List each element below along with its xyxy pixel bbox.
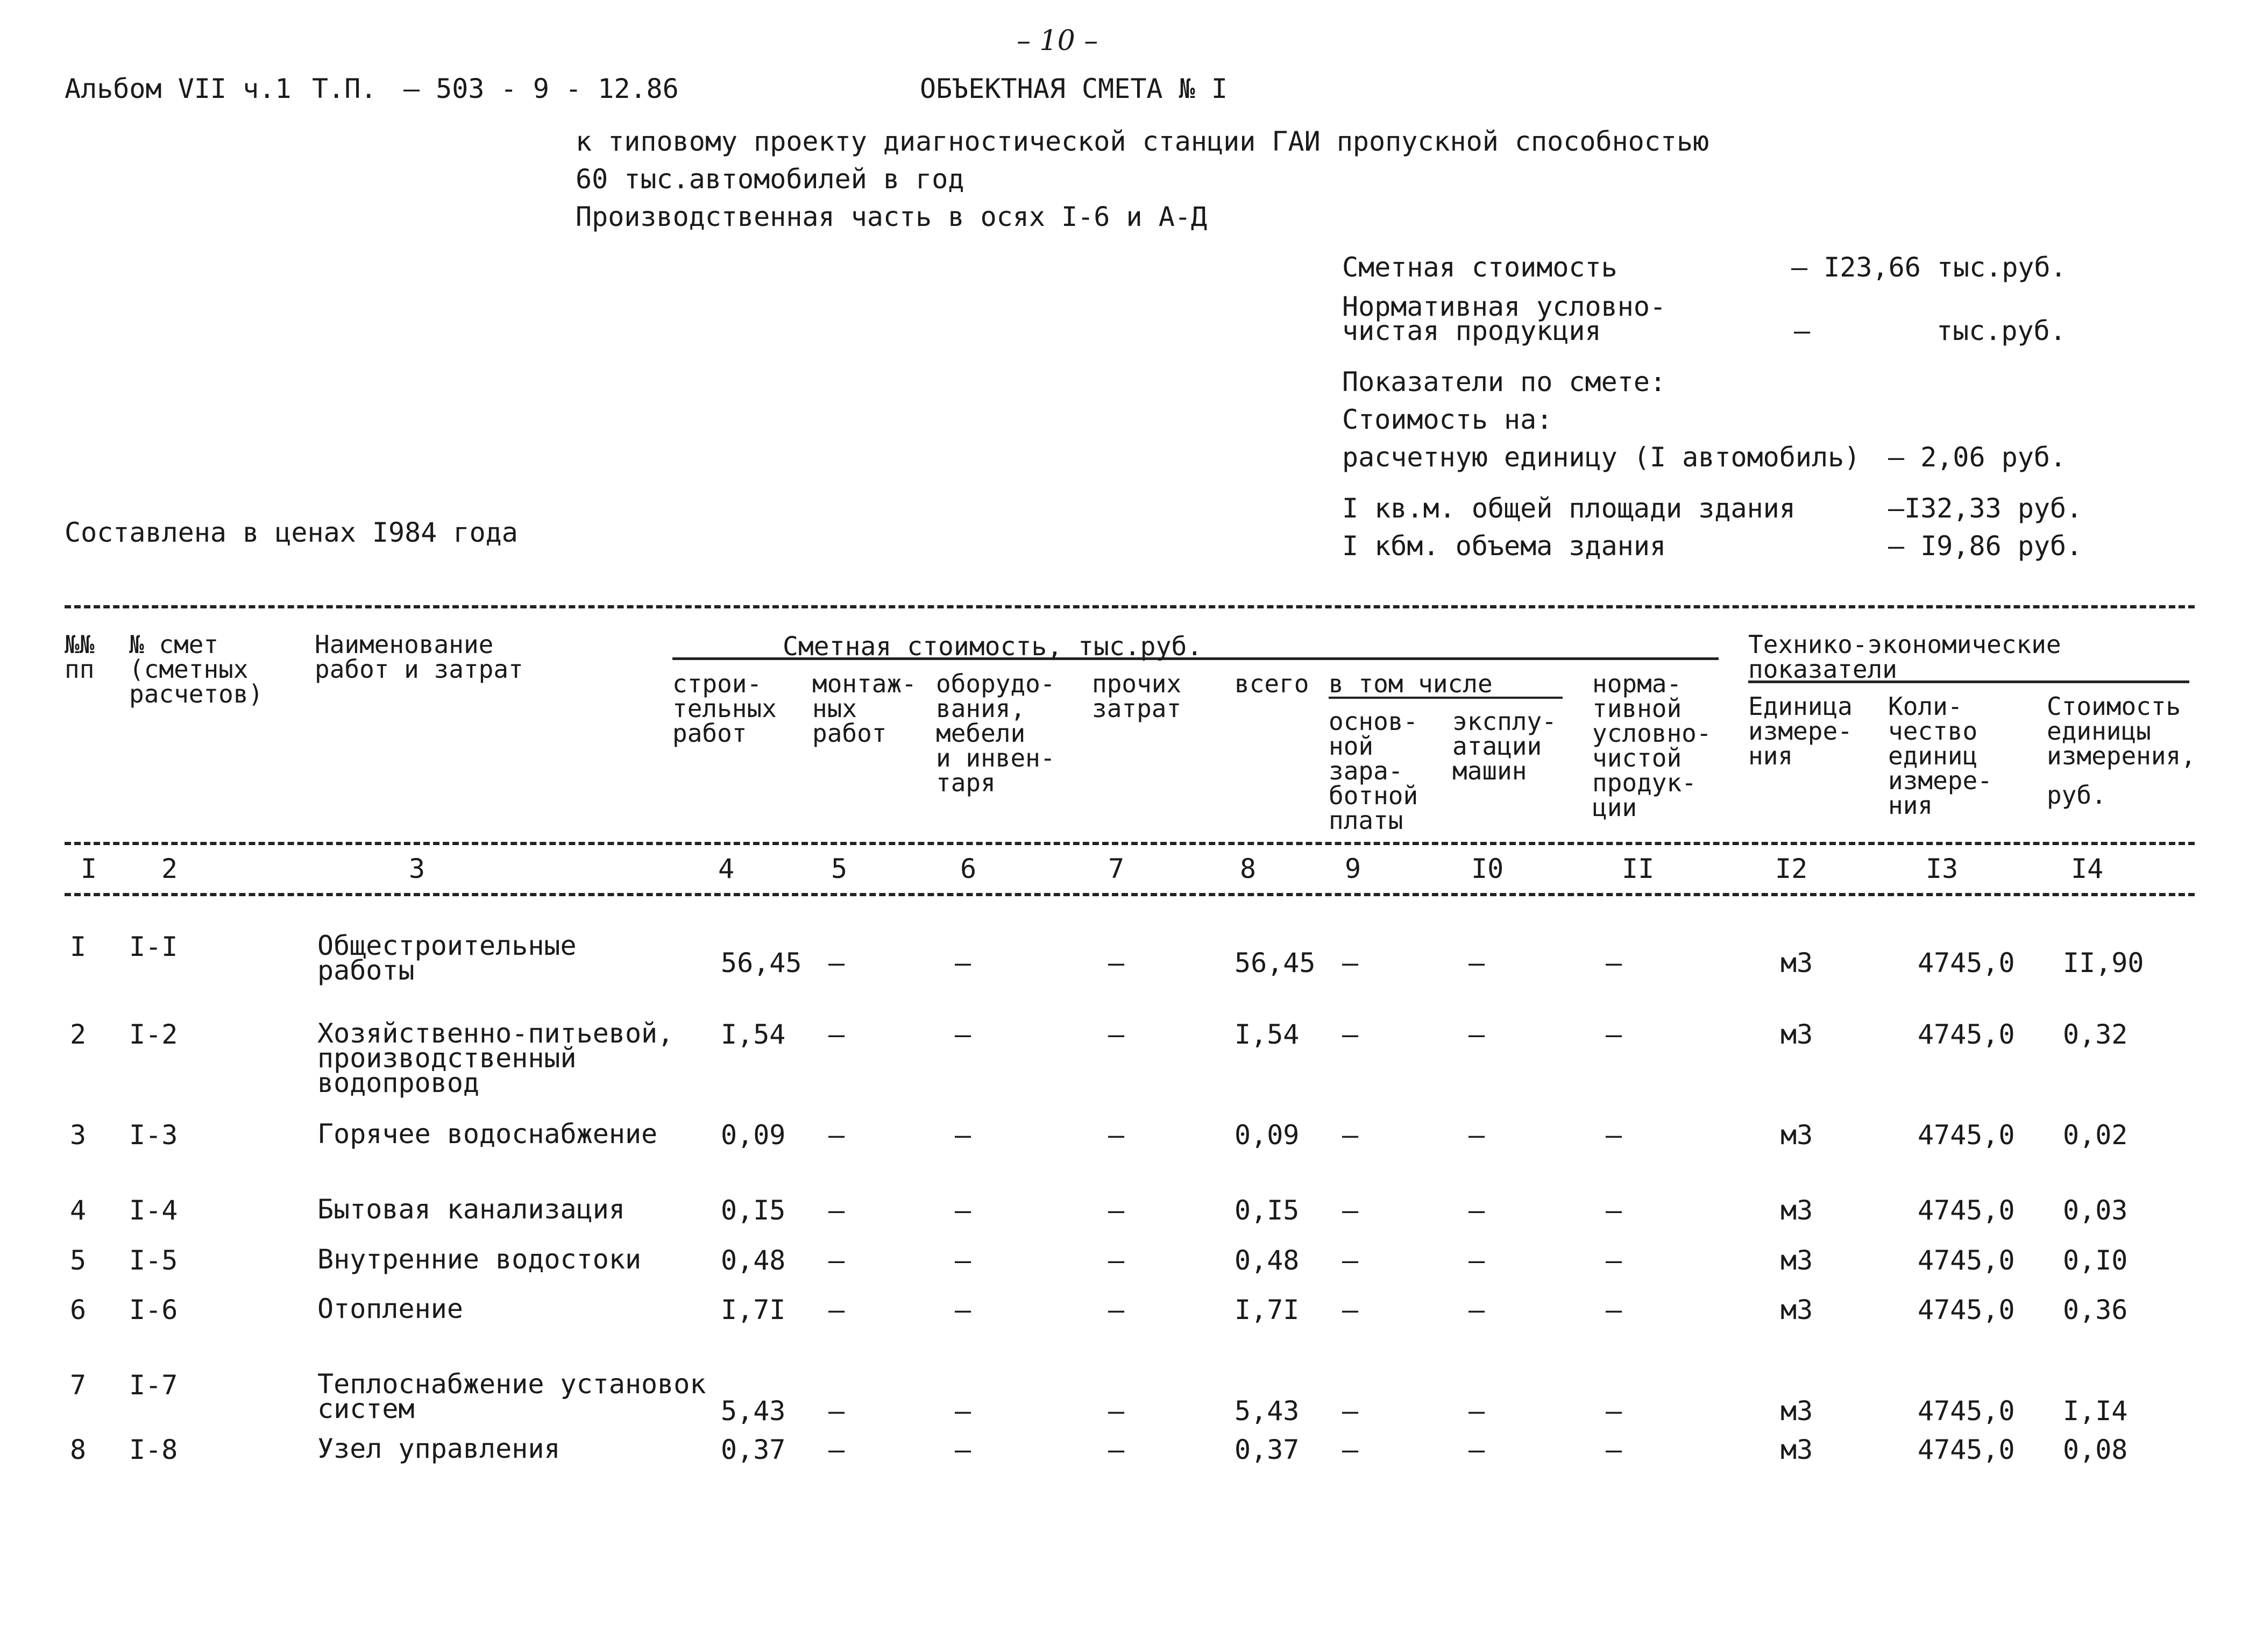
table-cell-name: Теплоснабжение установок систем — [317, 1369, 706, 1424]
table-cell-c13: 4745,0 — [1918, 1434, 2015, 1465]
table-cell-c6: – — [955, 1019, 971, 1050]
table-cell-c12: м3 — [1780, 1119, 1813, 1151]
table-cell-n: 6 — [70, 1294, 87, 1325]
header-col1: №№ пп — [65, 630, 95, 684]
table-cell-c9: – — [1342, 1395, 1359, 1427]
table-cell-c11: – — [1606, 1434, 1622, 1465]
table-cell-c14: 0,36 — [2063, 1294, 2128, 1325]
header-col4: строи- тельных работ — [672, 669, 777, 748]
column-number: I — [81, 853, 97, 884]
table-cell-c12: м3 — [1780, 1294, 1813, 1325]
table-cell-c5: – — [828, 1019, 845, 1050]
table-cell-c4: 0,37 — [721, 1434, 786, 1465]
table-cell-c6: – — [955, 1245, 971, 1276]
table-cell-c10: – — [1468, 1245, 1485, 1276]
table-cell-n: 4 — [70, 1195, 87, 1226]
cost-label: Сметная стоимость — [1342, 252, 1617, 283]
unit-value: – 2,06 руб. — [1888, 442, 2067, 473]
table-cell-c9: – — [1342, 1019, 1359, 1050]
table-top-rule — [65, 605, 2195, 608]
cbm-label: I кбм. объема здания — [1342, 530, 1666, 562]
table-cell-c4: 5,43 — [721, 1395, 786, 1427]
header-col6: оборудо- вания, мебели и инвен- таря — [936, 669, 1055, 797]
cbm-value: – I9,86 руб. — [1888, 530, 2083, 562]
table-cell-c8: I,7I — [1235, 1294, 1300, 1325]
table-cell-c13: 4745,0 — [1918, 1195, 2015, 1226]
table-cell-c11: – — [1606, 1119, 1622, 1151]
table-cell-code: I-2 — [129, 1019, 178, 1050]
table-cell-c10: – — [1468, 1019, 1485, 1050]
column-number: I4 — [2071, 853, 2104, 884]
header-col3: Наименование работ и затрат — [315, 630, 523, 684]
table-cell-c8: 0,48 — [1235, 1245, 1300, 1276]
table-cell-c11: – — [1606, 1245, 1622, 1276]
sqm-label: I кв.м. общей площади здания — [1342, 493, 1796, 524]
tp-label: Т.П. — [312, 73, 377, 104]
table-cell-c6: – — [955, 1294, 971, 1325]
table-cell-name: Бытовая канализация — [317, 1194, 625, 1225]
header-col12: Единица измере- ния — [1748, 692, 1853, 770]
table-cell-c5: – — [828, 1294, 845, 1325]
column-number: 4 — [718, 853, 735, 884]
table-cell-c14: 0,02 — [2063, 1119, 2128, 1151]
column-number: 8 — [1240, 853, 1257, 884]
table-cell-c12: м3 — [1780, 1245, 1813, 1276]
normative-label-1: Нормативная условно- — [1342, 291, 1666, 322]
table-cell-c8: 0,37 — [1235, 1434, 1300, 1465]
page-number: – 10 – — [1017, 25, 1098, 57]
table-cell-c9: – — [1342, 1294, 1359, 1325]
table-cell-c12: м3 — [1780, 1434, 1813, 1465]
table-cell-c9: – — [1342, 947, 1359, 979]
table-cell-c4: 56,45 — [721, 947, 802, 979]
table-cell-c13: 4745,0 — [1918, 1119, 2015, 1151]
column-number: 5 — [831, 853, 848, 884]
table-cell-c5: – — [828, 1245, 845, 1276]
table-cell-c12: м3 — [1780, 1019, 1813, 1050]
table-cell-c8: 0,I5 — [1235, 1195, 1300, 1226]
table-cell-c9: – — [1342, 1195, 1359, 1226]
colnum-bottom-rule — [65, 893, 2195, 896]
column-number: 7 — [1108, 853, 1125, 884]
column-number: I2 — [1775, 853, 1808, 884]
table-cell-c7: – — [1108, 947, 1125, 979]
unit-label: расчетную единицу (I автомобиль) — [1342, 442, 1861, 473]
header-col2: № смет (сметных расчетов) — [129, 630, 264, 708]
table-cell-c7: – — [1108, 1434, 1125, 1465]
table-cell-c11: – — [1606, 1019, 1622, 1050]
header-col14-unit: руб. — [2047, 781, 2106, 810]
table-cell-c4: 0,09 — [721, 1119, 786, 1151]
table-cell-c9: – — [1342, 1245, 1359, 1276]
table-cell-c7: – — [1108, 1294, 1125, 1325]
table-cell-c14: 0,I0 — [2063, 1245, 2128, 1276]
column-number: I0 — [1471, 853, 1504, 884]
table-cell-n: 8 — [70, 1434, 87, 1465]
subtitle-line-1: к типовому проекту диагностической станции ГАИ пропускной способностью — [576, 126, 1709, 157]
header-cost-group: Сметная стоимость, тыс.руб. — [783, 632, 1203, 662]
table-cell-c13: 4745,0 — [1918, 947, 2015, 979]
table-cell-c11: – — [1606, 1395, 1622, 1427]
table-cell-name: Горячее водоснабжение — [317, 1118, 658, 1150]
table-cell-name: Общестроительные работы — [317, 930, 577, 986]
normative-label-2: чистая продукция — [1342, 315, 1601, 346]
table-cell-c6: – — [955, 1195, 971, 1226]
table-cell-c5: – — [828, 1395, 845, 1427]
table-cell-c9: – — [1342, 1434, 1359, 1465]
column-number: II — [1622, 853, 1655, 884]
subtitle-line-3: Производственная часть в осях I-6 и А-Д — [576, 201, 1207, 232]
normative-dash: – — [1794, 315, 1811, 346]
table-cell-c9: – — [1342, 1119, 1359, 1151]
table-cell-name: Внутренние водостоки — [317, 1244, 642, 1275]
table-cell-c11: – — [1606, 1195, 1622, 1226]
table-cell-code: I-I — [129, 931, 178, 962]
table-cell-c5: – — [828, 1434, 845, 1465]
cost-per-label: Стоимость на: — [1342, 404, 1553, 435]
table-cell-c10: – — [1468, 1119, 1485, 1151]
table-cell-c13: 4745,0 — [1918, 1245, 2015, 1276]
column-number: I3 — [1926, 853, 1959, 884]
table-cell-code: I-6 — [129, 1294, 178, 1325]
table-cell-code: I-3 — [129, 1119, 178, 1151]
table-cell-n: 3 — [70, 1119, 87, 1151]
table-cell-c14: 0,03 — [2063, 1195, 2128, 1226]
table-cell-code: I-4 — [129, 1195, 178, 1226]
column-number: 3 — [409, 853, 425, 884]
header-col11: норма- тивной условно- чистой продук- ции — [1592, 669, 1712, 822]
table-cell-c14: 0,08 — [2063, 1434, 2128, 1465]
table-cell-c4: I,7I — [721, 1294, 786, 1325]
table-cell-c10: – — [1468, 1434, 1485, 1465]
table-cell-code: I-8 — [129, 1434, 178, 1465]
header-col7: прочих затрат — [1092, 669, 1182, 723]
header-col13: Коли- чество единиц измере- ния — [1888, 692, 1992, 820]
table-cell-c6: – — [955, 947, 971, 979]
table-cell-c12: м3 — [1780, 1195, 1813, 1226]
table-cell-c7: – — [1108, 1395, 1125, 1427]
table-cell-c7: – — [1108, 1245, 1125, 1276]
document-title: ОБЪЕКТНАЯ СМЕТА № I — [920, 73, 1228, 104]
table-cell-c13: 4745,0 — [1918, 1019, 2015, 1050]
table-cell-name: Узел управления — [317, 1433, 561, 1464]
column-number: 2 — [161, 853, 178, 884]
table-cell-c14: II,90 — [2063, 947, 2144, 979]
column-number: 6 — [960, 853, 977, 884]
table-cell-c6: – — [955, 1395, 971, 1427]
table-cell-c5: – — [828, 1119, 845, 1151]
table-cell-c10: – — [1468, 1294, 1485, 1325]
table-cell-c13: 4745,0 — [1918, 1294, 2015, 1325]
table-cell-c10: – — [1468, 1195, 1485, 1226]
header-bottom-rule — [65, 842, 2195, 845]
header-col14: Стоимость единицы измерения, — [2047, 692, 2196, 770]
prices-note: Составлена в ценах I984 года — [65, 517, 518, 548]
table-cell-c8: 5,43 — [1235, 1395, 1300, 1427]
sqm-value: –I32,33 руб. — [1888, 493, 2083, 524]
table-cell-code: I-7 — [129, 1370, 178, 1401]
table-cell-n: 5 — [70, 1245, 87, 1276]
table-cell-c8: I,54 — [1235, 1019, 1300, 1050]
table-cell-c14: I,I4 — [2063, 1395, 2128, 1427]
table-cell-c11: – — [1606, 947, 1622, 979]
table-cell-c8: 0,09 — [1235, 1119, 1300, 1151]
table-cell-c13: 4745,0 — [1918, 1395, 2015, 1427]
table-cell-c12: м3 — [1780, 947, 1813, 979]
table-cell-c10: – — [1468, 947, 1485, 979]
header-col10: эксплу- атации машин — [1452, 707, 1557, 785]
table-cell-c4: 0,48 — [721, 1245, 786, 1276]
column-number: 9 — [1345, 853, 1361, 884]
table-cell-n: 2 — [70, 1019, 87, 1050]
table-cell-c7: – — [1108, 1019, 1125, 1050]
table-cell-c14: 0,32 — [2063, 1019, 2128, 1050]
table-cell-c5: – — [828, 1195, 845, 1226]
table-cell-c6: – — [955, 1434, 971, 1465]
subtitle-line-2: 60 тыс.автомобилей в год — [576, 164, 964, 195]
cost-value: – I23,66 тыс.руб. — [1791, 252, 2067, 283]
table-cell-c7: – — [1108, 1119, 1125, 1151]
table-cell-name: Отопление — [317, 1293, 463, 1324]
table-cell-c10: – — [1468, 1395, 1485, 1427]
header-col8: всего — [1235, 669, 1309, 698]
indicators-label: Показатели по смете: — [1342, 366, 1666, 398]
table-cell-c5: – — [828, 947, 845, 979]
table-cell-c6: – — [955, 1119, 971, 1151]
table-cell-c4: 0,I5 — [721, 1195, 786, 1226]
table-cell-c7: – — [1108, 1195, 1125, 1226]
tp-number: – 503 - 9 - 12.86 — [403, 73, 679, 104]
table-cell-n: I — [70, 931, 87, 962]
table-cell-c12: м3 — [1780, 1395, 1813, 1427]
album-label: Альбом VII ч.1 — [65, 73, 292, 104]
table-cell-code: I-5 — [129, 1245, 178, 1276]
table-cell-c4: I,54 — [721, 1019, 786, 1050]
table-cell-name: Хозяйственно-питьевой, производственный водопровод — [317, 1018, 674, 1098]
header-col5: монтаж- ных работ — [812, 669, 917, 748]
header-col9: основ- ной зара- ботной платы — [1329, 707, 1418, 835]
table-cell-n: 7 — [70, 1370, 87, 1401]
table-cell-c8: 56,45 — [1235, 947, 1316, 979]
normative-value: тыс.руб. — [1936, 315, 2066, 346]
header-tech-group: Технико-экономические показатели — [1748, 630, 2061, 684]
header-incl-group: в том числе — [1329, 669, 1493, 698]
table-cell-c11: – — [1606, 1294, 1622, 1325]
